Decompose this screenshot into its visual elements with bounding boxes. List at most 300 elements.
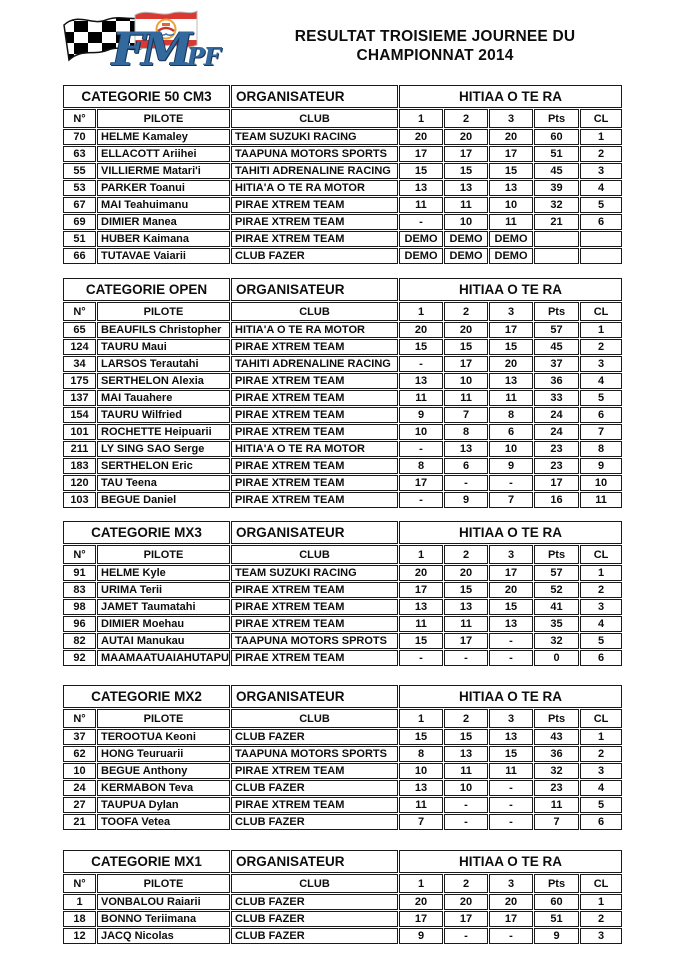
race3-cell: 17 — [489, 322, 533, 338]
race3-cell: 20 — [489, 894, 533, 910]
cl-cell: 3 — [580, 763, 622, 779]
race3-cell: - — [489, 780, 533, 796]
col-number: N° — [63, 302, 96, 321]
cl-cell: 6 — [580, 214, 622, 230]
result-row — [63, 492, 622, 508]
pilot-cell: BONNO Teriimana — [97, 911, 230, 927]
tables-stack — [62, 84, 618, 945]
rider-number-cell: 96 — [63, 616, 96, 632]
result-row — [63, 373, 622, 389]
col-pilote: PILOTE — [97, 709, 230, 728]
organisateur-label: ORGANISATEUR — [231, 685, 398, 708]
pilot-cell: MAI Teahuimanu — [97, 197, 230, 213]
pilot-cell: ELLACOTT Ariihei — [97, 146, 230, 162]
race1-cell: 13 — [399, 373, 443, 389]
race2-cell: 20 — [444, 894, 488, 910]
race1-cell: 20 — [399, 894, 443, 910]
pts-cell: 32 — [534, 763, 579, 779]
pts-cell — [534, 248, 579, 264]
club-cell: CLUB FAZER — [231, 780, 398, 796]
club-cell: PIRAE XTREM TEAM — [231, 424, 398, 440]
pts-cell: 7 — [534, 814, 579, 830]
race2-cell: 15 — [444, 582, 488, 598]
col-pts: Pts — [534, 709, 579, 728]
race3-cell: DEMO — [489, 231, 533, 247]
organisateur-label: ORGANISATEUR — [231, 850, 398, 873]
race2-cell: 17 — [444, 146, 488, 162]
results-body — [63, 729, 622, 830]
race1-cell: 10 — [399, 763, 443, 779]
result-row — [63, 633, 622, 649]
pilot-cell: BEAUFILS Christopher — [97, 322, 230, 338]
club-cell: CLUB FAZER — [231, 894, 398, 910]
rider-number-cell: 18 — [63, 911, 96, 927]
pts-cell: 24 — [534, 424, 579, 440]
race1-cell: 8 — [399, 458, 443, 474]
rider-number-cell: 34 — [63, 356, 96, 372]
col-cl: CL — [580, 545, 622, 564]
category-header-row — [63, 850, 622, 873]
race2-cell: 17 — [444, 633, 488, 649]
results-table-open — [62, 277, 623, 509]
rider-number-cell: 154 — [63, 407, 96, 423]
result-row — [63, 746, 622, 762]
col-pilote: PILOTE — [97, 874, 230, 893]
race1-cell: 17 — [399, 475, 443, 491]
pilot-cell: JAMET Taumatahi — [97, 599, 230, 615]
race1-cell: 13 — [399, 180, 443, 196]
rider-number-cell: 124 — [63, 339, 96, 355]
race2-cell: 6 — [444, 458, 488, 474]
race3-cell: 13 — [489, 729, 533, 745]
club-cell: PIRAE XTREM TEAM — [231, 390, 398, 406]
race1-cell: DEMO — [399, 248, 443, 264]
result-row — [63, 616, 622, 632]
race2-cell: 10 — [444, 373, 488, 389]
race2-cell: - — [444, 814, 488, 830]
club-cell: TAAPUNA MOTORS SPORTS — [231, 746, 398, 762]
race3-cell: 17 — [489, 911, 533, 927]
venue-label: HITIAA O TE RA — [399, 850, 622, 873]
club-cell: CLUB FAZER — [231, 814, 398, 830]
club-cell: PIRAE XTREM TEAM — [231, 599, 398, 615]
rider-number-cell: 137 — [63, 390, 96, 406]
pilot-cell: AUTAI Manukau — [97, 633, 230, 649]
race3-cell: 6 — [489, 424, 533, 440]
pts-cell: 37 — [534, 356, 579, 372]
club-cell: PIRAE XTREM TEAM — [231, 214, 398, 230]
race3-cell: - — [489, 475, 533, 491]
race2-cell: 15 — [444, 729, 488, 745]
column-header-row — [63, 709, 622, 728]
pts-cell: 17 — [534, 475, 579, 491]
race2-cell: 17 — [444, 356, 488, 372]
race3-cell: - — [489, 928, 533, 944]
race2-cell: - — [444, 475, 488, 491]
pts-cell: 9 — [534, 928, 579, 944]
column-header-row — [63, 874, 622, 893]
pilot-cell: HUBER Kaimana — [97, 231, 230, 247]
results-table-50cm3 — [62, 84, 623, 265]
pilot-cell: PARKER Toanui — [97, 180, 230, 196]
race3-cell: 13 — [489, 180, 533, 196]
col-number: N° — [63, 874, 96, 893]
race3-cell: 15 — [489, 163, 533, 179]
club-cell: PIRAE XTREM TEAM — [231, 458, 398, 474]
race2-cell: DEMO — [444, 231, 488, 247]
rider-number-cell: 183 — [63, 458, 96, 474]
category-header-row — [63, 85, 622, 108]
rider-number-cell: 27 — [63, 797, 96, 813]
result-row — [63, 146, 622, 162]
race1-cell: 15 — [399, 339, 443, 355]
club-cell: TAAPUNA MOTORS SPORTS — [231, 146, 398, 162]
cl-cell: 4 — [580, 616, 622, 632]
pilot-cell: KERMABON Teva — [97, 780, 230, 796]
race1-cell: 17 — [399, 911, 443, 927]
pts-cell: 41 — [534, 599, 579, 615]
pts-cell: 57 — [534, 322, 579, 338]
cl-cell: 1 — [580, 894, 622, 910]
result-row — [63, 780, 622, 796]
race1-cell: 20 — [399, 565, 443, 581]
race3-cell: 10 — [489, 197, 533, 213]
race3-cell: 15 — [489, 746, 533, 762]
club-cell: TEAM SUZUKI RACING — [231, 129, 398, 145]
category-title: CATEGORIE MX2 — [63, 685, 230, 708]
pts-cell: 45 — [534, 163, 579, 179]
result-row — [63, 407, 622, 423]
pts-cell: 35 — [534, 616, 579, 632]
race2-cell: 20 — [444, 565, 488, 581]
race2-cell: 11 — [444, 390, 488, 406]
col-race1: 1 — [399, 709, 443, 728]
pts-cell: 11 — [534, 797, 579, 813]
result-row — [63, 814, 622, 830]
race2-cell: 8 — [444, 424, 488, 440]
pts-cell: 23 — [534, 441, 579, 457]
race2-cell: 13 — [444, 599, 488, 615]
rider-number-cell: 65 — [63, 322, 96, 338]
race1-cell: 13 — [399, 780, 443, 796]
pilot-cell: VILLIERME Matari'i — [97, 163, 230, 179]
pts-cell — [534, 231, 579, 247]
race3-cell: 11 — [489, 390, 533, 406]
club-cell: PIRAE XTREM TEAM — [231, 650, 398, 666]
pts-cell: 45 — [534, 339, 579, 355]
race3-cell: 15 — [489, 339, 533, 355]
cl-cell: 11 — [580, 492, 622, 508]
title-line1: RESULTAT TROISIEME JOURNEE DU — [294, 28, 576, 45]
cl-cell: 5 — [580, 197, 622, 213]
club-cell: CLUB FAZER — [231, 928, 398, 944]
race3-cell: 20 — [489, 356, 533, 372]
rider-number-cell: 98 — [63, 599, 96, 615]
race2-cell: 13 — [444, 746, 488, 762]
col-cl: CL — [580, 302, 622, 321]
pts-cell: 0 — [534, 650, 579, 666]
category-title: CATEGORIE MX3 — [63, 521, 230, 544]
club-cell: HITIA'A O TE RA MOTOR — [231, 441, 398, 457]
pilot-cell: TAUPUA Dylan — [97, 797, 230, 813]
venue-label: HITIAA O TE RA — [399, 685, 622, 708]
cl-cell: 2 — [580, 339, 622, 355]
col-race3: 3 — [489, 109, 533, 128]
pilot-cell: MAI Tauahere — [97, 390, 230, 406]
result-row — [63, 565, 622, 581]
club-cell: PIRAE XTREM TEAM — [231, 197, 398, 213]
race3-cell: 9 — [489, 458, 533, 474]
club-cell: PIRAE XTREM TEAM — [231, 475, 398, 491]
race3-cell: 13 — [489, 373, 533, 389]
club-cell: PIRAE XTREM TEAM — [231, 373, 398, 389]
club-cell: HITIA'A O TE RA MOTOR — [231, 322, 398, 338]
race1-cell: 7 — [399, 814, 443, 830]
race2-cell: 9 — [444, 492, 488, 508]
cl-cell: 3 — [580, 356, 622, 372]
rider-number-cell: 55 — [63, 163, 96, 179]
club-cell: TAHITI ADRENALINE RACING — [231, 163, 398, 179]
col-club: CLUB — [231, 545, 398, 564]
organisateur-label: ORGANISATEUR — [231, 85, 398, 108]
race1-cell: 9 — [399, 407, 443, 423]
race1-cell: 15 — [399, 163, 443, 179]
race3-cell: 17 — [489, 565, 533, 581]
pilot-cell: TOOFA Vetea — [97, 814, 230, 830]
race1-cell: 9 — [399, 928, 443, 944]
club-cell: HITIA'A O TE RA MOTOR — [231, 180, 398, 196]
pts-cell: 32 — [534, 197, 579, 213]
results-body — [63, 129, 622, 264]
pilot-cell: JACQ Nicolas — [97, 928, 230, 944]
club-cell: CLUB FAZER — [231, 911, 398, 927]
results-body — [63, 894, 622, 944]
result-row — [63, 458, 622, 474]
race3-cell: 7 — [489, 492, 533, 508]
organisateur-label: ORGANISATEUR — [231, 521, 398, 544]
cl-cell: 2 — [580, 582, 622, 598]
race2-cell: 20 — [444, 322, 488, 338]
race1-cell: 20 — [399, 129, 443, 145]
rider-number-cell: 51 — [63, 231, 96, 247]
category-header-row — [63, 278, 622, 301]
pts-cell: 57 — [534, 565, 579, 581]
race2-cell: 13 — [444, 180, 488, 196]
pilot-cell: SERTHELON Eric — [97, 458, 230, 474]
pts-cell: 52 — [534, 582, 579, 598]
pts-cell: 36 — [534, 373, 579, 389]
col-race1: 1 — [399, 545, 443, 564]
column-header-row — [63, 302, 622, 321]
race3-cell: - — [489, 650, 533, 666]
col-number: N° — [63, 545, 96, 564]
race3-cell: DEMO — [489, 248, 533, 264]
col-race2: 2 — [444, 545, 488, 564]
rider-number-cell: 82 — [63, 633, 96, 649]
cl-cell: 9 — [580, 458, 622, 474]
category-header-row — [63, 685, 622, 708]
club-cell: PIRAE XTREM TEAM — [231, 231, 398, 247]
col-race2: 2 — [444, 302, 488, 321]
col-race3: 3 — [489, 874, 533, 893]
fmpf-logo — [60, 4, 220, 82]
fm-letters: FM — [112, 22, 190, 76]
col-race2: 2 — [444, 874, 488, 893]
race2-cell: 11 — [444, 616, 488, 632]
race1-cell: - — [399, 356, 443, 372]
rider-number-cell: 1 — [63, 894, 96, 910]
pilot-cell: BEGUE Anthony — [97, 763, 230, 779]
col-race2: 2 — [444, 709, 488, 728]
pilot-cell: DIMIER Manea — [97, 214, 230, 230]
cl-cell: 7 — [580, 424, 622, 440]
cl-cell: 4 — [580, 780, 622, 796]
cl-cell: 3 — [580, 163, 622, 179]
result-row — [63, 248, 622, 264]
race3-cell: - — [489, 797, 533, 813]
race3-cell: - — [489, 633, 533, 649]
col-cl: CL — [580, 709, 622, 728]
result-row — [63, 214, 622, 230]
rider-number-cell: 91 — [63, 565, 96, 581]
rider-number-cell: 53 — [63, 180, 96, 196]
rider-number-cell: 101 — [63, 424, 96, 440]
col-race2: 2 — [444, 109, 488, 128]
race1-cell: - — [399, 650, 443, 666]
rider-number-cell: 69 — [63, 214, 96, 230]
race1-cell: 10 — [399, 424, 443, 440]
rider-number-cell: 92 — [63, 650, 96, 666]
results-table-mx2 — [62, 684, 623, 831]
pts-cell: 33 — [534, 390, 579, 406]
cl-cell: 1 — [580, 129, 622, 145]
race1-cell: 13 — [399, 599, 443, 615]
race3-cell: 15 — [489, 599, 533, 615]
race1-cell: 11 — [399, 390, 443, 406]
pilot-cell: HONG Teuruarii — [97, 746, 230, 762]
cl-cell: 6 — [580, 650, 622, 666]
pilot-cell: TAURU Wilfried — [97, 407, 230, 423]
col-pts: Pts — [534, 302, 579, 321]
result-row — [63, 163, 622, 179]
result-row — [63, 339, 622, 355]
race1-cell: - — [399, 492, 443, 508]
rider-number-cell: 103 — [63, 492, 96, 508]
category-header-row — [63, 521, 622, 544]
pilot-cell: LARSOS Terautahi — [97, 356, 230, 372]
result-row — [63, 197, 622, 213]
race2-cell: 17 — [444, 911, 488, 927]
col-cl: CL — [580, 109, 622, 128]
category-title: CATEGORIE MX1 — [63, 850, 230, 873]
cl-cell: 2 — [580, 146, 622, 162]
pts-cell: 43 — [534, 729, 579, 745]
club-cell: PIRAE XTREM TEAM — [231, 492, 398, 508]
result-row — [63, 729, 622, 745]
pilot-cell: SERTHELON Alexia — [97, 373, 230, 389]
rider-number-cell: 21 — [63, 814, 96, 830]
result-row — [63, 650, 622, 666]
pilot-cell: DIMIER Moehau — [97, 616, 230, 632]
col-pilote: PILOTE — [97, 545, 230, 564]
pts-cell: 60 — [534, 894, 579, 910]
rider-number-cell: 70 — [63, 129, 96, 145]
results-body — [63, 565, 622, 666]
result-row — [63, 129, 622, 145]
pilot-cell: HELME Kamaley — [97, 129, 230, 145]
race2-cell: 11 — [444, 763, 488, 779]
rider-number-cell: 37 — [63, 729, 96, 745]
col-cl: CL — [580, 874, 622, 893]
pilot-cell: URIMA Terii — [97, 582, 230, 598]
club-cell: PIRAE XTREM TEAM — [231, 407, 398, 423]
result-row — [63, 231, 622, 247]
col-race1: 1 — [399, 302, 443, 321]
col-pts: Pts — [534, 545, 579, 564]
column-header-row — [63, 545, 622, 564]
result-row — [63, 797, 622, 813]
result-row — [63, 475, 622, 491]
rider-number-cell: 120 — [63, 475, 96, 491]
rider-number-cell: 66 — [63, 248, 96, 264]
race2-cell: 13 — [444, 441, 488, 457]
col-pilote: PILOTE — [97, 109, 230, 128]
rider-number-cell: 62 — [63, 746, 96, 762]
result-row — [63, 763, 622, 779]
race1-cell: - — [399, 441, 443, 457]
venue-label: HITIAA O TE RA — [399, 521, 622, 544]
pilot-cell: LY SING SAO Serge — [97, 441, 230, 457]
race3-cell: 8 — [489, 407, 533, 423]
pts-cell: 23 — [534, 780, 579, 796]
race2-cell: 20 — [444, 129, 488, 145]
pf-letters: PF — [186, 42, 220, 71]
result-row — [63, 911, 622, 927]
results-table-mx3 — [62, 520, 623, 667]
col-race3: 3 — [489, 545, 533, 564]
cl-cell: 5 — [580, 633, 622, 649]
category-title: CATEGORIE OPEN — [63, 278, 230, 301]
pts-cell: 24 — [534, 407, 579, 423]
club-cell: TAHITI ADRENALINE RACING — [231, 356, 398, 372]
race1-cell: 11 — [399, 197, 443, 213]
race3-cell: 11 — [489, 763, 533, 779]
rider-number-cell: 12 — [63, 928, 96, 944]
rider-number-cell: 83 — [63, 582, 96, 598]
pts-cell: 51 — [534, 911, 579, 927]
pts-cell: 23 — [534, 458, 579, 474]
cl-cell: 2 — [580, 746, 622, 762]
race2-cell: - — [444, 797, 488, 813]
column-header-row — [63, 109, 622, 128]
result-row — [63, 390, 622, 406]
result-row — [63, 441, 622, 457]
cl-cell: 1 — [580, 565, 622, 581]
race1-cell: 11 — [399, 616, 443, 632]
pilot-cell: VONBALOU Raiarii — [97, 894, 230, 910]
pts-cell: 32 — [534, 633, 579, 649]
result-row — [63, 424, 622, 440]
title-line2: CHAMPIONNAT 2014 — [356, 47, 514, 64]
race1-cell: 17 — [399, 582, 443, 598]
pts-cell: 16 — [534, 492, 579, 508]
race3-cell: 20 — [489, 582, 533, 598]
race3-cell: 13 — [489, 616, 533, 632]
race1-cell: 15 — [399, 633, 443, 649]
result-row — [63, 180, 622, 196]
race2-cell: 10 — [444, 780, 488, 796]
col-club: CLUB — [231, 874, 398, 893]
